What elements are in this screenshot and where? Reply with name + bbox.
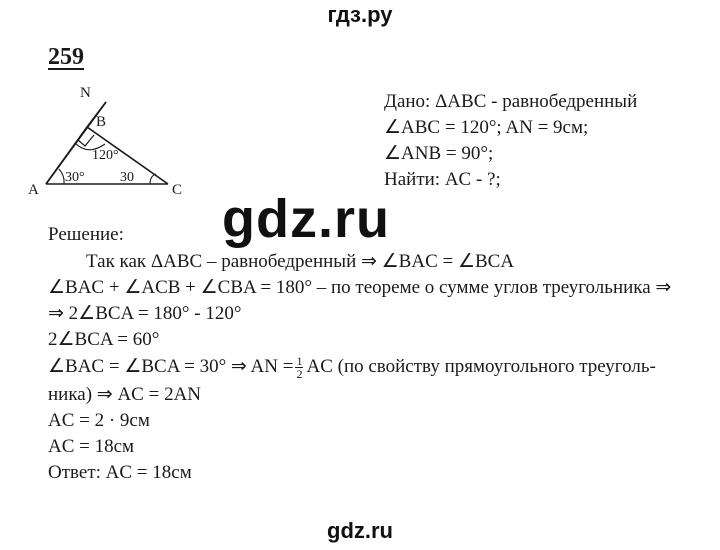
angle-b-value: 120° [92,148,119,163]
triangle-figure [18,80,218,205]
angle-c-value: 30 [120,170,134,185]
label-c: C [172,182,183,198]
angle-a-arc [59,169,64,184]
solution-line-4: 2∠BCA = 60° [48,329,160,350]
watermark: gdz.ru [222,189,390,249]
fraction-one-half [295,355,303,380]
problem-number: 259 [48,44,84,70]
given-line-3: ∠ANB = 90°; [384,143,494,164]
label-a: A [28,182,39,198]
angle-a-value: 30° [65,170,85,185]
find-line: Найти: AC - ?; [384,169,501,190]
solution-line-3: ⇒ 2∠BCA = 180° - 120° [48,303,242,324]
site-header: гдз.ру [327,2,393,27]
fraction-numerator: 1 [296,354,303,369]
answer-line: Ответ: AC = 18см [48,462,192,483]
solution-line-5-end: AC (по свойству прямоугольного треуголь- [306,356,656,377]
solution-line-5 [48,355,656,380]
given-line-2: ∠ABC = 120°; AN = 9см; [384,117,589,138]
label-n: N [80,85,91,101]
solution-line-7: AC = 2 · 9см [48,410,150,431]
site-footer: gdz.ru [327,518,393,543]
solution-line-1: Так как ΔABC – равнобедренный ⇒ ∠BAC = ∠BCA [86,251,515,272]
fraction-denominator: 2 [296,367,303,382]
solution-heading: Решение: [48,224,124,245]
label-b: B [96,114,107,130]
solution-line-5-start: ∠BAC = ∠BCA = 30° ⇒ AN = [48,356,294,377]
solution-line-2: ∠BAC + ∠ACB + ∠CBA = 180° – по теореме о сумме углов треугольника ⇒ [48,277,672,298]
given-line-1: Дано: ΔABC - равнобедренный [384,91,638,112]
solution-line-8: AC = 18см [48,436,135,457]
solution-line-6: ника) ⇒ AC = 2AN [48,384,202,405]
